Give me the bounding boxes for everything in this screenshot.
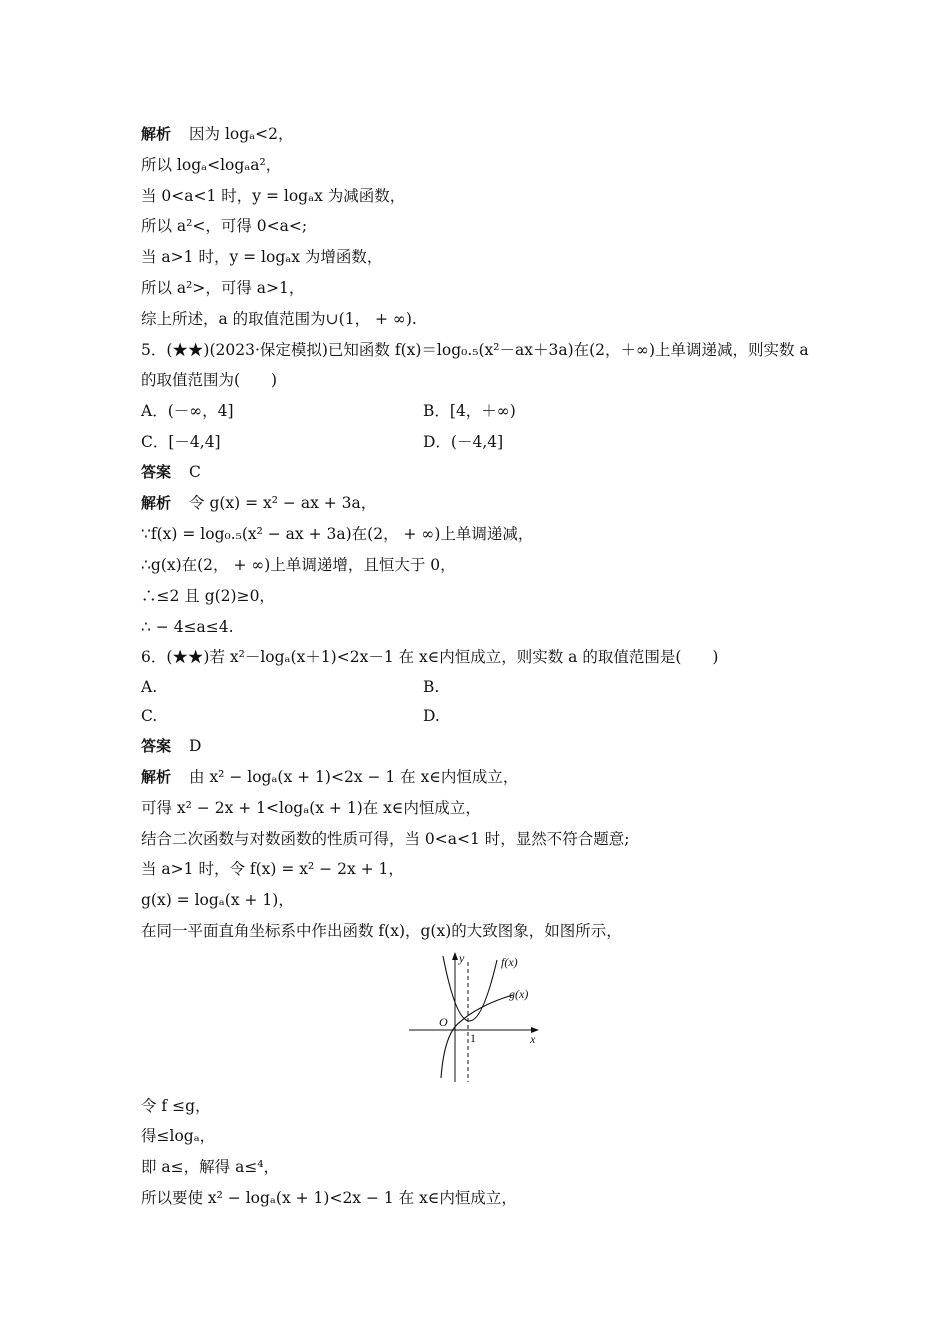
analysis-line: 解析 因为 logₐ<2， [141,125,294,143]
answer-line [141,462,201,482]
answer-line [141,736,201,756]
analysis-line: 所以 logₐ<logₐa²， [141,156,282,174]
option-c: C. [141,707,158,725]
analysis-line: g(x) = logₐ(x + 1)， [141,891,294,909]
option-a: A．(－∞，4] [141,402,234,420]
g-label: g(x) [509,987,529,1001]
analysis-line: 当 a>1 时，y = logₐx 为增函数， [141,248,383,266]
option-b: B. [423,678,440,696]
answer-label: 答案 [141,737,172,755]
question-5-stem-cont: 的取值范围为( ) [141,371,278,389]
analysis-label: 解析 [141,125,172,143]
analysis-line: 得≤logₐ， [141,1127,216,1145]
analysis-line: 所以 a²<，可得 0<a<; [141,217,308,235]
analysis-line: 可得 x² − 2x + 1<logₐ(x + 1)在 x∈内恒成立， [141,799,481,817]
option-b: B．[4，＋∞) [423,402,516,420]
tick-label-one: 1 [470,1031,476,1045]
analysis-line: 当 a>1 时，令 f(x) = x² − 2x + 1， [141,860,404,878]
option-c: C．[－4,4] [141,433,221,451]
analysis-line: ∵f(x) = log₀.₅(x² − ax + 3a)在(2， + ∞)上单调递减， [141,525,534,543]
g-curve [441,995,513,1078]
function-graph-figure [405,950,547,1086]
question-6-stem: 6．(★★)若 x²－logₐ(x＋1)<2x－1 在 x∈内恒成立，则实数 a 的取值范围是( ) [141,648,719,666]
analysis-line: 所以要使 x² − logₐ(x + 1)<2x − 1 在 x∈内恒成立， [141,1189,517,1207]
analysis-line: ∴≤2 且 g(2)≥0， [141,587,275,605]
origin-label: O [439,1015,448,1029]
analysis-label: 解析 [141,768,172,786]
analysis-line: ∴g(x)在(2， + ∞)上单调递增，且恒大于 0， [141,556,456,574]
analysis-line: 在同一平面直角坐标系中作出函数 f(x)，g(x)的大致图象，如图所示， [141,922,622,940]
answer-value: C [189,463,201,481]
y-label: y [459,951,465,965]
x-label: x [530,1032,536,1046]
answer-label: 答案 [141,463,172,481]
analysis-line: 令 f ≤g， [141,1097,211,1115]
option-d: D．(－4,4] [423,433,504,451]
analysis-line: ∴ − 4≤a≤4. [141,618,234,636]
analysis-line: 所以 a²>，可得 a>1， [141,279,305,297]
analysis-line: 当 0<a<1 时，y = logₐx 为减函数， [141,187,406,205]
y-axis-arrow-icon [452,952,458,960]
answer-value: D [189,737,202,755]
option-a: A. [141,678,158,696]
analysis-line: 解析 由 x² − logₐ(x + 1)<2x − 1 在 x∈内恒成立， [141,768,519,786]
analysis-line: 综上所述，a 的取值范围为∪(1， + ∞). [141,310,417,328]
question-5-stem: 5．(★★)(2023·保定模拟)已知函数 f(x)＝log₀.₅(x²－ax＋3a)在(2，＋∞)上单调递减，则实数 a [141,341,809,359]
analysis-line: 即 a≤，解得 a≤⁴， [141,1158,280,1176]
option-d: D. [423,707,440,725]
analysis-line: 解析 令 g(x) = x² − ax + 3a， [141,494,377,512]
analysis-label: 解析 [141,494,172,512]
analysis-line: 结合二次函数与对数函数的性质可得，当 0<a<1 时，显然不符合题意; [141,830,630,848]
f-label: f(x) [501,955,518,969]
f-curve [443,956,497,1021]
